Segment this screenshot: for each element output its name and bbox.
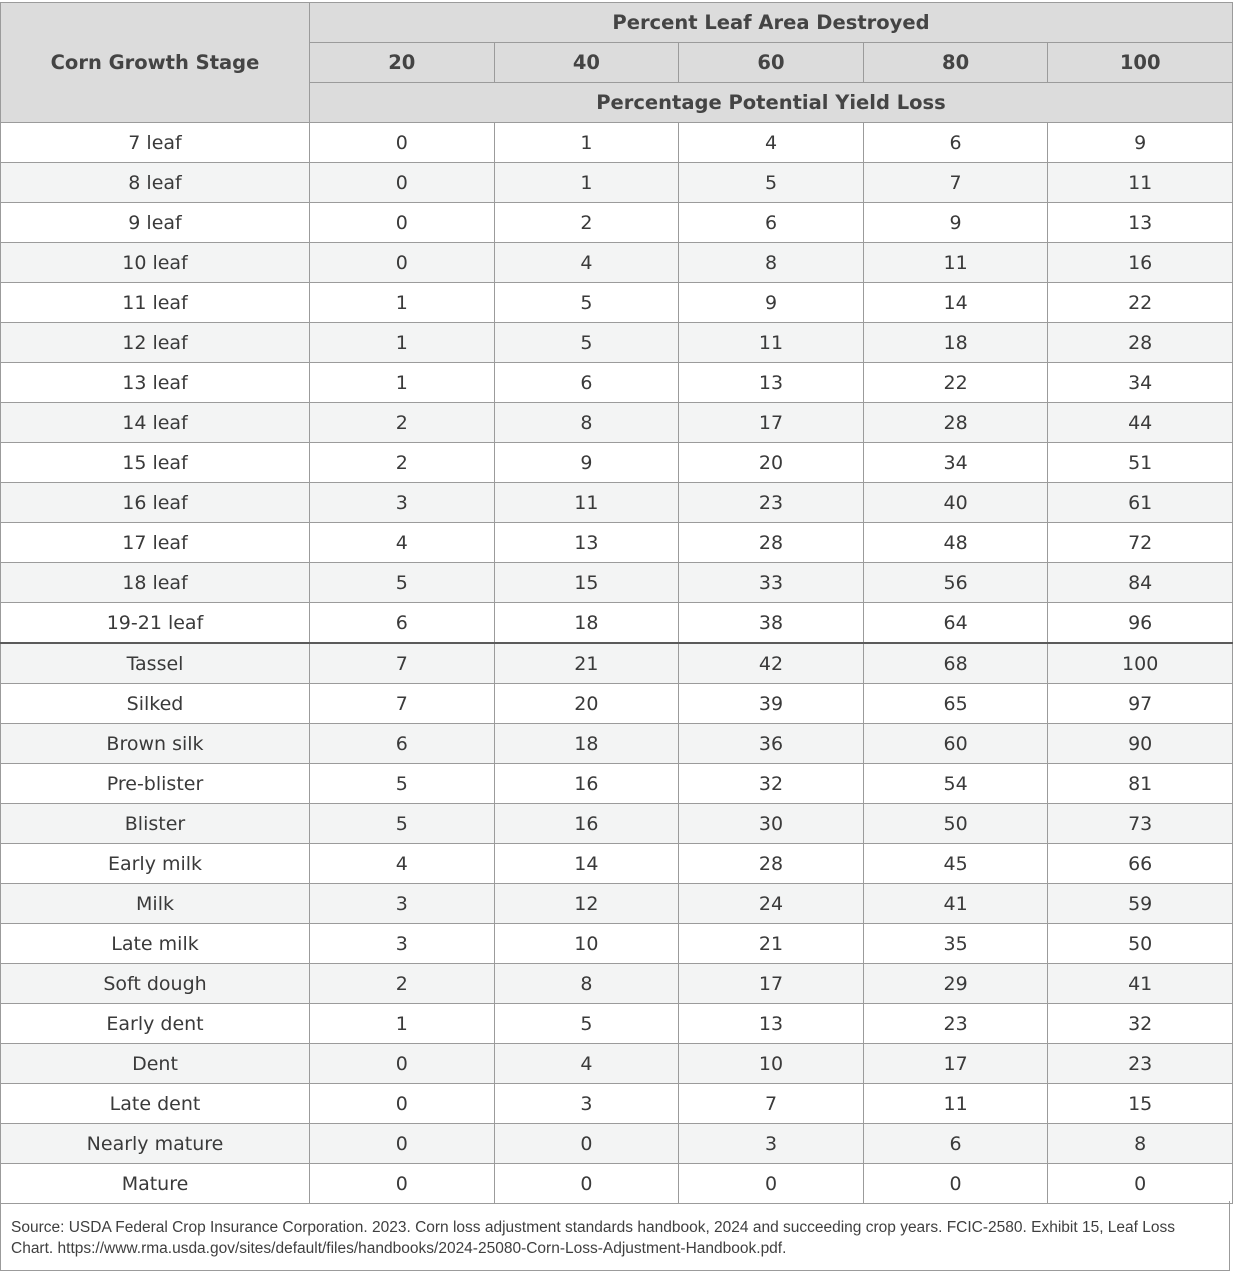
yield-loss-cell: 16 [1048, 243, 1233, 283]
growth-stage-cell: Late dent [1, 1084, 310, 1124]
yield-loss-cell: 84 [1048, 563, 1233, 603]
table-row [1, 684, 1233, 724]
yield-loss-cell: 6 [679, 203, 864, 243]
percent-column-header: 40 [494, 43, 679, 83]
yield-loss-cell: 8 [494, 964, 679, 1004]
yield-loss-cell: 9 [1048, 123, 1233, 163]
yield-loss-cell: 0 [310, 1164, 495, 1204]
growth-stage-cell: Nearly mature [1, 1124, 310, 1164]
yield-loss-cell: 2 [310, 443, 495, 483]
table-row [1, 764, 1233, 804]
yield-loss-cell: 28 [679, 844, 864, 884]
growth-stage-cell: Pre-blister [1, 764, 310, 804]
percent-column-header: 20 [310, 43, 495, 83]
table-row [1, 1084, 1233, 1124]
yield-loss-cell: 0 [494, 1124, 679, 1164]
yield-loss-cell: 4 [679, 123, 864, 163]
yield-loss-cell: 7 [679, 1084, 864, 1124]
yield-loss-cell: 60 [863, 724, 1048, 764]
yield-loss-cell: 96 [1048, 603, 1233, 644]
growth-stage-cell: Mature [1, 1164, 310, 1204]
yield-loss-cell: 0 [310, 1124, 495, 1164]
yield-loss-cell: 0 [310, 243, 495, 283]
yield-loss-cell: 5 [310, 563, 495, 603]
growth-stage-cell: Milk [1, 884, 310, 924]
yield-loss-cell: 9 [494, 443, 679, 483]
table-row [1, 123, 1233, 163]
growth-stage-cell: 8 leaf [1, 163, 310, 203]
yield-loss-cell: 9 [679, 283, 864, 323]
yield-loss-cell: 22 [1048, 283, 1233, 323]
table-row [1, 1044, 1233, 1084]
percent-leaf-area-destroyed-header: Percent Leaf Area Destroyed [310, 3, 1233, 43]
yield-loss-cell: 50 [863, 804, 1048, 844]
table-row [1, 1164, 1233, 1204]
yield-loss-cell: 61 [1048, 483, 1233, 523]
yield-loss-cell: 59 [1048, 884, 1233, 924]
growth-stage-cell: 16 leaf [1, 483, 310, 523]
table-row [1, 1004, 1233, 1044]
growth-stage-cell: 7 leaf [1, 123, 310, 163]
yield-loss-cell: 13 [494, 523, 679, 563]
corn-growth-stage-header: Corn Growth Stage [1, 3, 310, 123]
yield-loss-cell: 22 [863, 363, 1048, 403]
yield-loss-cell: 3 [494, 1084, 679, 1124]
yield-loss-cell: 0 [494, 1164, 679, 1204]
growth-stage-cell: Tassel [1, 643, 310, 684]
yield-loss-cell: 4 [494, 1044, 679, 1084]
table-row [1, 363, 1233, 403]
table-row [1, 163, 1233, 203]
yield-loss-cell: 20 [494, 684, 679, 724]
growth-stage-cell: 11 leaf [1, 283, 310, 323]
yield-loss-cell: 48 [863, 523, 1048, 563]
yield-loss-cell: 1 [494, 163, 679, 203]
leaf-loss-table [0, 2, 1233, 1204]
table-row [1, 964, 1233, 1004]
table-row [1, 1124, 1233, 1164]
yield-loss-cell: 54 [863, 764, 1048, 804]
growth-stage-cell: 18 leaf [1, 563, 310, 603]
yield-loss-cell: 4 [494, 243, 679, 283]
yield-loss-cell: 81 [1048, 764, 1233, 804]
table-row [1, 563, 1233, 603]
growth-stage-cell: 17 leaf [1, 523, 310, 563]
table-row [1, 643, 1233, 684]
yield-loss-cell: 17 [679, 403, 864, 443]
yield-loss-cell: 5 [494, 323, 679, 363]
yield-loss-cell: 23 [863, 1004, 1048, 1044]
yield-loss-cell: 10 [679, 1044, 864, 1084]
growth-stage-cell: 19-21 leaf [1, 603, 310, 644]
yield-loss-cell: 8 [1048, 1124, 1233, 1164]
yield-loss-cell: 13 [1048, 203, 1233, 243]
table-row [1, 924, 1233, 964]
yield-loss-cell: 1 [310, 323, 495, 363]
yield-loss-cell: 0 [1048, 1164, 1233, 1204]
yield-loss-cell: 11 [494, 483, 679, 523]
yield-loss-cell: 5 [494, 283, 679, 323]
table-row [1, 483, 1233, 523]
yield-loss-cell: 24 [679, 884, 864, 924]
yield-loss-cell: 15 [1048, 1084, 1233, 1124]
yield-loss-cell: 5 [679, 163, 864, 203]
yield-loss-cell: 0 [310, 163, 495, 203]
table-row [1, 403, 1233, 443]
growth-stage-cell: Late milk [1, 924, 310, 964]
yield-loss-cell: 1 [310, 1004, 495, 1044]
yield-loss-cell: 41 [1048, 964, 1233, 1004]
growth-stage-cell: 15 leaf [1, 443, 310, 483]
yield-loss-cell: 45 [863, 844, 1048, 884]
yield-loss-cell: 6 [863, 123, 1048, 163]
yield-loss-cell: 5 [310, 764, 495, 804]
yield-loss-cell: 28 [1048, 323, 1233, 363]
growth-stage-cell: 9 leaf [1, 203, 310, 243]
yield-loss-cell: 11 [679, 323, 864, 363]
yield-loss-cell: 51 [1048, 443, 1233, 483]
yield-loss-cell: 65 [863, 684, 1048, 724]
yield-loss-cell: 3 [310, 884, 495, 924]
yield-loss-cell: 3 [679, 1124, 864, 1164]
yield-loss-cell: 9 [863, 203, 1048, 243]
yield-loss-cell: 30 [679, 804, 864, 844]
yield-loss-cell: 6 [863, 1124, 1048, 1164]
table-row [1, 523, 1233, 563]
yield-loss-cell: 18 [494, 603, 679, 644]
growth-stage-cell: Early milk [1, 844, 310, 884]
percent-column-header: 80 [863, 43, 1048, 83]
yield-loss-cell: 68 [863, 643, 1048, 684]
yield-loss-cell: 10 [494, 924, 679, 964]
yield-loss-cell: 11 [1048, 163, 1233, 203]
growth-stage-cell: Early dent [1, 1004, 310, 1044]
yield-loss-cell: 14 [494, 844, 679, 884]
yield-loss-cell: 0 [310, 1044, 495, 1084]
yield-loss-cell: 0 [310, 203, 495, 243]
yield-loss-cell: 6 [310, 603, 495, 644]
table-row [1, 603, 1233, 644]
yield-loss-cell: 72 [1048, 523, 1233, 563]
yield-loss-cell: 0 [310, 1084, 495, 1124]
yield-loss-cell: 21 [679, 924, 864, 964]
table-row [1, 884, 1233, 924]
yield-loss-cell: 8 [679, 243, 864, 283]
yield-loss-cell: 6 [494, 363, 679, 403]
yield-loss-cell: 5 [494, 1004, 679, 1044]
yield-loss-cell: 29 [863, 964, 1048, 1004]
yield-loss-cell: 3 [310, 483, 495, 523]
table-row [1, 243, 1233, 283]
growth-stage-cell: Blister [1, 804, 310, 844]
yield-loss-cell: 8 [494, 403, 679, 443]
growth-stage-cell: 10 leaf [1, 243, 310, 283]
yield-loss-cell: 39 [679, 684, 864, 724]
growth-stage-cell: Brown silk [1, 724, 310, 764]
table-row [1, 804, 1233, 844]
yield-loss-cell: 6 [310, 724, 495, 764]
table-body [1, 123, 1233, 1204]
yield-loss-subheader: Percentage Potential Yield Loss [310, 83, 1233, 123]
yield-loss-cell: 28 [679, 523, 864, 563]
source-note: Source: USDA Federal Crop Insurance Corporation. 2023. Corn loss adjustment standards handbook, 2024 and succeeding crop years. FCIC-2580. Exhibit 15, Leaf Loss Chart. https://www.rma.usda.gov/sites/default/files/handbooks/2024-25080-Corn-Loss-Adjustment-Handbook.pdf. [0, 1201, 1230, 1271]
yield-loss-cell: 13 [679, 1004, 864, 1044]
yield-loss-cell: 56 [863, 563, 1048, 603]
yield-loss-cell: 17 [679, 964, 864, 1004]
percent-column-header: 100 [1048, 43, 1233, 83]
growth-stage-cell: Silked [1, 684, 310, 724]
yield-loss-cell: 0 [863, 1164, 1048, 1204]
table-row [1, 443, 1233, 483]
yield-loss-cell: 44 [1048, 403, 1233, 443]
yield-loss-cell: 16 [494, 804, 679, 844]
yield-loss-cell: 28 [863, 403, 1048, 443]
yield-loss-cell: 3 [310, 924, 495, 964]
yield-loss-cell: 12 [494, 884, 679, 924]
yield-loss-cell: 2 [310, 964, 495, 1004]
yield-loss-cell: 11 [863, 1084, 1048, 1124]
yield-loss-cell: 33 [679, 563, 864, 603]
table-row [1, 283, 1233, 323]
yield-loss-cell: 32 [679, 764, 864, 804]
growth-stage-cell: 13 leaf [1, 363, 310, 403]
yield-loss-cell: 34 [1048, 363, 1233, 403]
yield-loss-cell: 7 [863, 163, 1048, 203]
growth-stage-cell: 14 leaf [1, 403, 310, 443]
yield-loss-cell: 100 [1048, 643, 1233, 684]
yield-loss-cell: 64 [863, 603, 1048, 644]
yield-loss-cell: 11 [863, 243, 1048, 283]
yield-loss-cell: 20 [679, 443, 864, 483]
yield-loss-cell: 1 [494, 123, 679, 163]
leaf-loss-table-container [0, 2, 1232, 1204]
yield-loss-cell: 42 [679, 643, 864, 684]
yield-loss-cell: 0 [679, 1164, 864, 1204]
yield-loss-cell: 18 [494, 724, 679, 764]
growth-stage-cell: 12 leaf [1, 323, 310, 363]
yield-loss-cell: 0 [310, 123, 495, 163]
yield-loss-cell: 5 [310, 804, 495, 844]
yield-loss-cell: 4 [310, 844, 495, 884]
yield-loss-cell: 66 [1048, 844, 1233, 884]
growth-stage-cell: Dent [1, 1044, 310, 1084]
yield-loss-cell: 2 [494, 203, 679, 243]
percent-column-header: 60 [679, 43, 864, 83]
table-row [1, 203, 1233, 243]
yield-loss-cell: 13 [679, 363, 864, 403]
table-row [1, 724, 1233, 764]
yield-loss-cell: 1 [310, 363, 495, 403]
yield-loss-cell: 38 [679, 603, 864, 644]
yield-loss-cell: 90 [1048, 724, 1233, 764]
yield-loss-cell: 21 [494, 643, 679, 684]
yield-loss-cell: 18 [863, 323, 1048, 363]
yield-loss-cell: 97 [1048, 684, 1233, 724]
yield-loss-cell: 7 [310, 643, 495, 684]
yield-loss-cell: 4 [310, 523, 495, 563]
yield-loss-cell: 14 [863, 283, 1048, 323]
yield-loss-cell: 23 [679, 483, 864, 523]
yield-loss-cell: 16 [494, 764, 679, 804]
yield-loss-cell: 50 [1048, 924, 1233, 964]
yield-loss-cell: 40 [863, 483, 1048, 523]
yield-loss-cell: 1 [310, 283, 495, 323]
yield-loss-cell: 17 [863, 1044, 1048, 1084]
yield-loss-cell: 73 [1048, 804, 1233, 844]
yield-loss-cell: 35 [863, 924, 1048, 964]
yield-loss-cell: 2 [310, 403, 495, 443]
yield-loss-cell: 32 [1048, 1004, 1233, 1044]
yield-loss-cell: 15 [494, 563, 679, 603]
yield-loss-cell: 23 [1048, 1044, 1233, 1084]
growth-stage-cell: Soft dough [1, 964, 310, 1004]
yield-loss-cell: 34 [863, 443, 1048, 483]
yield-loss-cell: 7 [310, 684, 495, 724]
table-row [1, 323, 1233, 363]
table-row [1, 844, 1233, 884]
yield-loss-cell: 36 [679, 724, 864, 764]
yield-loss-cell: 41 [863, 884, 1048, 924]
